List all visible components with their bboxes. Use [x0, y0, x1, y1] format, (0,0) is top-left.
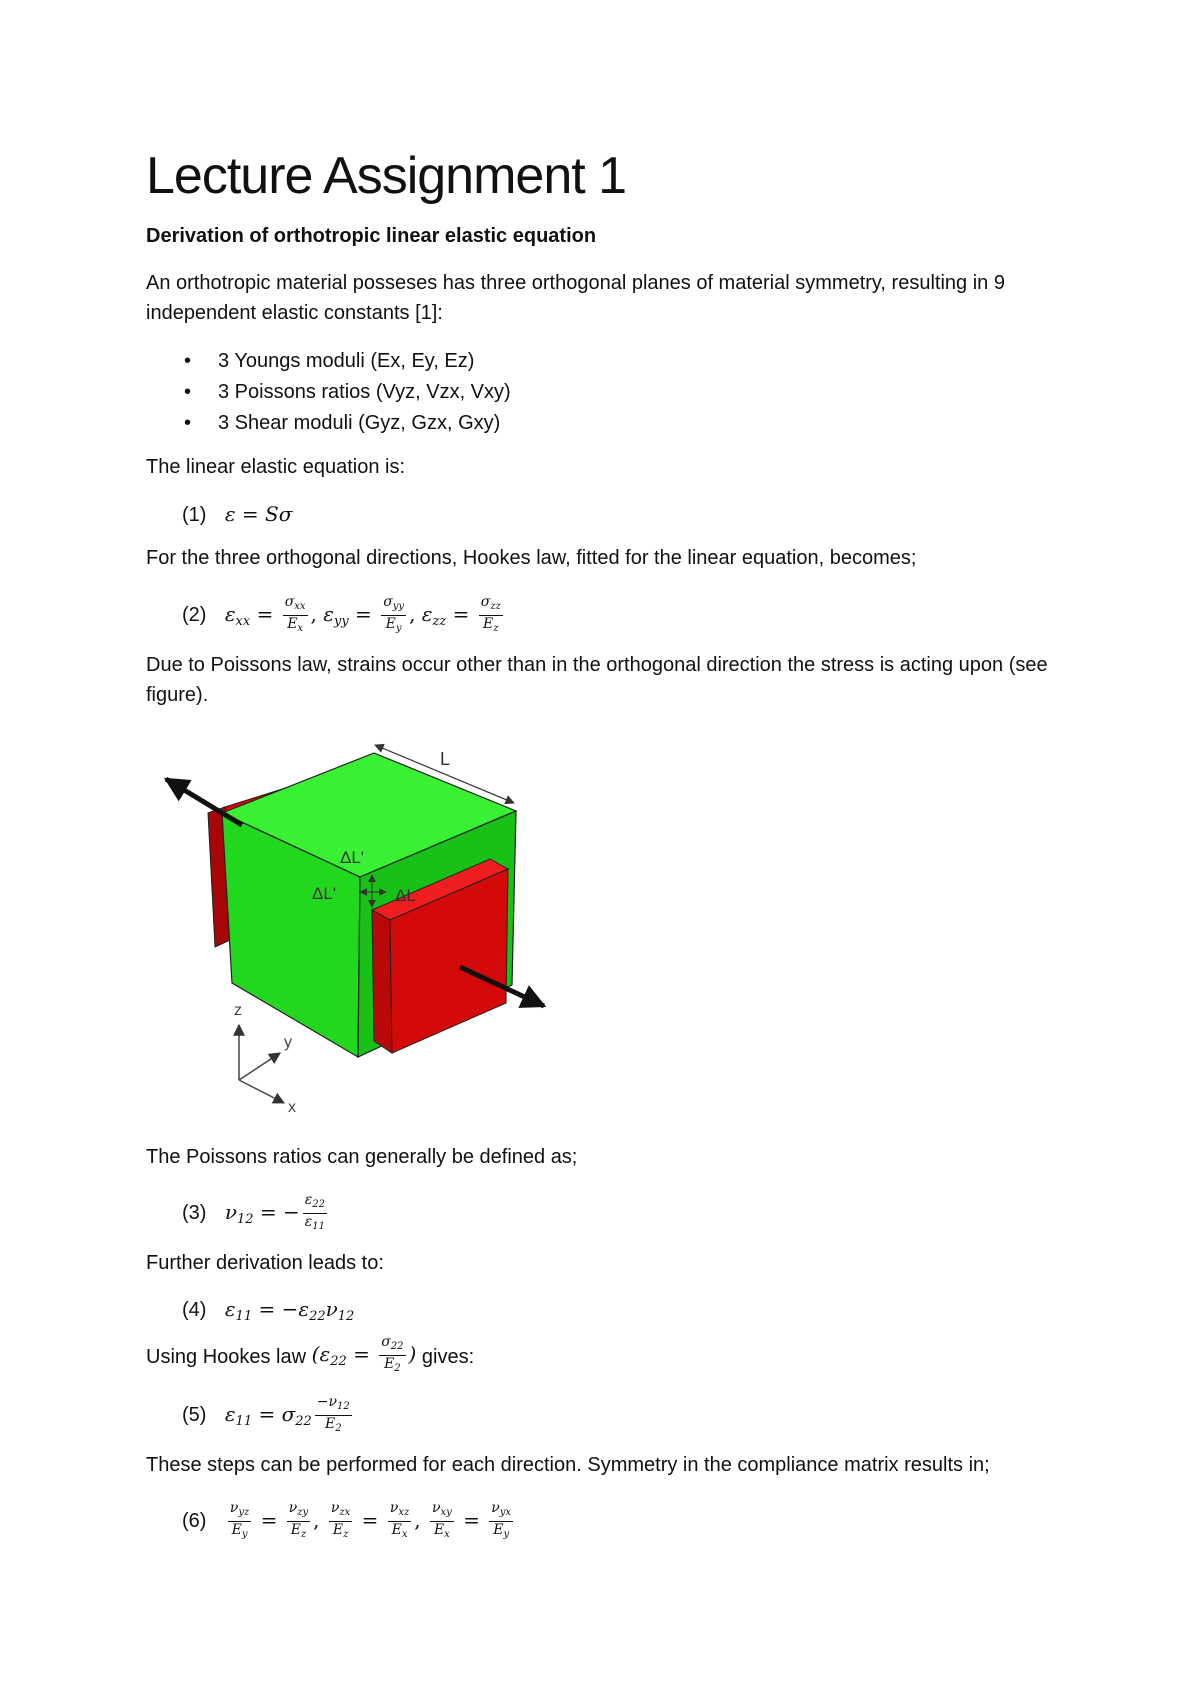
left-force-arrow [166, 779, 242, 825]
cube-deformation-figure [160, 735, 600, 1115]
further-derivation-text: Further derivation leads to: [146, 1252, 384, 1274]
poisson-definition-text: The Poissons ratios can generally be defined as; [146, 1146, 578, 1168]
axis-z-label: z [234, 1002, 242, 1019]
hooke-usage-suffix: gives: [421, 1346, 475, 1368]
constants-list [178, 346, 511, 439]
axis-y-label: y [284, 1034, 292, 1051]
equation-number: (1) [182, 504, 207, 526]
section-heading: Derivation of orthotropic linear elastic equation [146, 225, 597, 247]
equation-4: (4) $\varepsilon_{11} = -\varepsilon_{22}\nu_{12}$ [182, 1297, 355, 1324]
page-title: Lecture Assignment 1 [146, 147, 627, 205]
equation-6: (6) $\frac{\nu_{yz}}{E_y}$ = $\frac{\nu_{zy}}{E_z}$ , $\frac{\nu_{zx}}{E_z}$ = $\frac{\nu_{xz}}{E_x}$ , $\frac{\nu_{xy}}{E_x}$ = $\frac{\nu_{yx}}{E_y}$ [182, 1500, 512, 1540]
equation-number: (2) [182, 604, 207, 626]
label-dL-prime-top: ΔL' [340, 848, 365, 867]
label-dL-prime-left: ΔL' [312, 884, 337, 903]
equation-number: (3) [182, 1202, 207, 1224]
hooke-paragraph: For the three orthogonal directions, Hookes law, fitted for the linear equation, becomes; [146, 547, 917, 569]
hooke-usage-line: Using Hookes law ($\varepsilon_{22}$ = $\frac{\sigma_{22}}{E_2}$ ) gives: [146, 1334, 475, 1374]
axis-x-label: x [288, 1099, 296, 1115]
label-L: L [440, 749, 451, 769]
poisson-paragraph: Due to Poissons law, strains occur other than in the orthogonal direction the stress is acting upon (see figure). [146, 654, 1048, 706]
equation-1: (1) ε = Sσ [182, 502, 293, 526]
label-dL: ΔL [395, 886, 416, 905]
list-item: • 3 Poissons ratios (Vyz, Vzx, Vxy) [178, 377, 511, 408]
equation-2: (2) $\varepsilon_{xx}$ = $\frac{\sigma_{xx}}{E_x}$ , $\varepsilon_{yy}$ = $\frac{\sigma_{yy}}{E_y}$ , $\varepsilon_{zz}$ = $\frac{\sigma_{zz}}{E_z}$ [182, 594, 501, 634]
coordinate-axes [234, 1002, 296, 1115]
equation-3: (3) $\nu_{12}$ = − $\frac{\varepsilon_{22}}{\varepsilon_{11}}$ [182, 1192, 326, 1232]
equation-5: (5) $\varepsilon_{11} = \sigma_{22}$ $\frac{-\nu_{12}}{E_2}$ [182, 1394, 350, 1434]
equation-number: (5) [182, 1404, 207, 1426]
intro-paragraph: An orthotropic material posseses has three orthogonal planes of material symmetry, resulting in 9 independent elastic constants [1]: [146, 272, 1005, 324]
list-item: • 3 Youngs moduli (Ex, Ey, Ez) [178, 346, 511, 377]
list-item: • 3 Shear moduli (Gyz, Gzx, Gxy) [178, 408, 511, 439]
linear-equation-text: The linear elastic equation is: [146, 456, 406, 478]
symmetry-paragraph: These steps can be performed for each direction. Symmetry in the compliance matrix results in; [146, 1454, 990, 1476]
equation-number: (4) [182, 1299, 207, 1321]
hooke-usage-prefix: Using Hookes law [146, 1346, 307, 1368]
equation-number: (6) [182, 1510, 207, 1532]
